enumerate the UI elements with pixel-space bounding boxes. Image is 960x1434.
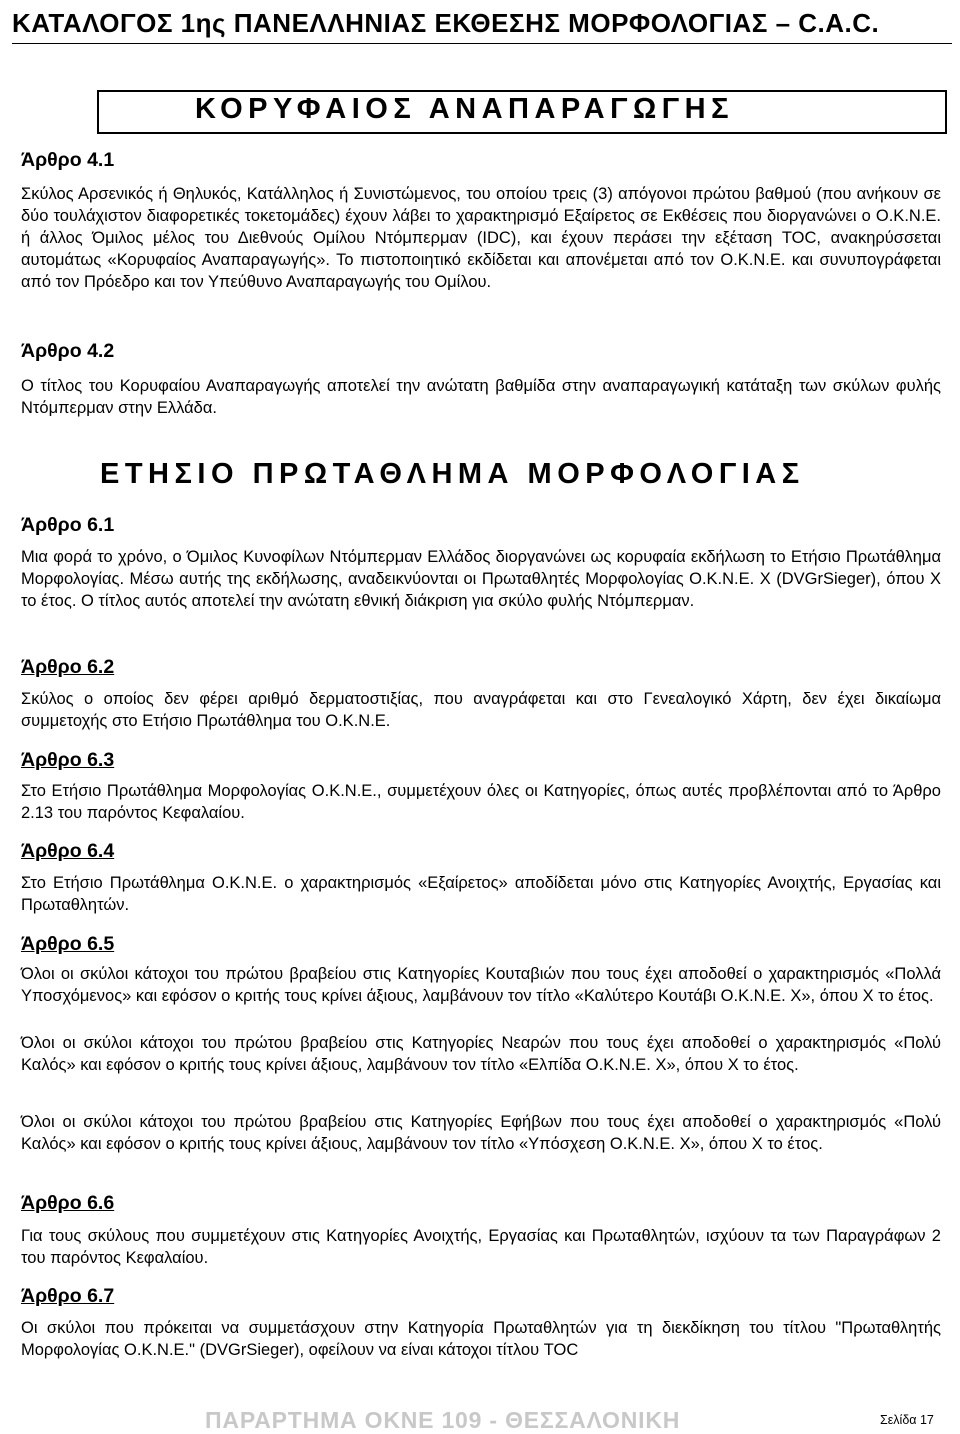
- footer-text: ΠΑΡΑΡΤΗΜΑ ΟΚΝΕ 109 - ΘΕΣΣΑΛΟΝΙΚΗ: [205, 1407, 681, 1433]
- article-4-2-label: Άρθρο 4.2: [21, 340, 115, 362]
- article-6-6-text: Για τους σκύλους που συμμετέχουν στις Κατηγορίες Ανοιχτής, Εργασίας και Πρωταθλητών, ισχύουν τα των Παραγράφων 2 του παρόντος Κεφαλαίου.: [21, 1227, 941, 1267]
- article-6-2-text: Σκύλος ο οποίος δεν φέρει αριθμό δερματοστιξίας, που αναγράφεται και στο Γενεαλογικό Χάρτη, δεν έχει δικαίωμα συμμετοχής στο Ετήσιο Πρωτάθλημα του Ο.Κ.Ν.Ε.: [21, 690, 941, 730]
- article-6-5-label: Άρθρο 6.5: [21, 933, 115, 955]
- article-6-1-label: Άρθρο 6.1: [21, 514, 115, 536]
- article-6-3-text: Στο Ετήσιο Πρωτάθλημα Μορφολογίας Ο.Κ.Ν.Ε., συμμετέχουν όλες οι Κατηγορίες, όπως αυτές προβλέπονται από το Άρθρο 2.13 του παρόντος Κεφαλαίου.: [21, 782, 941, 822]
- article-4-1-text: Σκύλος Αρσενικός ή Θηλυκός, Κατάλληλος ή Συνιστώμενος, του οποίου τρεις (3) απόγονοι πρώτου βαθμού (που ανήκουν σε δύο τουλάχιστον διαφορετικές τοκετομάδες) έχουν λάβει το χαρακτηρισμό Εξαίρετος σε Εκθέσεις που διοργανώνει ο Ο.Κ.Ν.Ε. ή άλλος Όμιλος μέλος του Διεθνούς Ομίλου Ντόμπερμαν (IDC), και έχουν περάσει την εξέταση TOC, ανακηρύσσεται αυτομάτως «Κορυφαίος Αναπαραγωγής». Το πιστοποιητικό εκδίδεται και απονέμεται από τον Ο.Κ.Ν.Ε. και συνυπογράφεται από τον Πρόεδρο και τον Υπεύθυνο Αναπαραγωγής του Ομίλου.: [21, 185, 941, 291]
- article-6-4-text: Στο Ετήσιο Πρωτάθλημα Ο.Κ.Ν.Ε. ο χαρακτηρισμός «Εξαίρετος» αποδίδεται μόνο στις Κατηγορίες Ανοιχτής, Εργασίας και Πρωταθλητών.: [21, 874, 941, 914]
- article-6-2-label: Άρθρο 6.2: [21, 656, 115, 678]
- article-6-1-text: Μια φορά το χρόνο, ο Όμιλος Κυνοφίλων Ντόμπερμαν Ελλάδος διοργανώνει ως κορυφαία εκδήλωση το Ετήσιο Πρωτάθλημα Μορφολογίας. Μέσω αυτής της εκδήλωσης, αναδεικνύονται οι Πρωταθλητές Μορφολογίας Ο.Κ.Ν.Ε. Χ (DVGrSieger), όπου Χ το έτος. Ο τίτλος αυτός αποτελεί την ανώτατη εθνική διάκριση για σκύλο φυλής Ντόμπερμαν.: [21, 548, 941, 610]
- article-6-7-text: Οι σκύλοι που πρόκειται να συμμετάσχουν στην Κατηγορία Πρωταθλητών για τη διεκδίκηση του τίτλου "Πρωταθλητής Μορφολογίας Ο.Κ.Ν.Ε." (DVGrSieger), οφείλουν να είναι κάτοχοι τίτλου TOC: [21, 1319, 941, 1359]
- article-6-4-label: Άρθρο 6.4: [21, 840, 115, 862]
- article-6-6-label: Άρθρο 6.6: [21, 1192, 115, 1214]
- document-title: ΚΑΤΑΛΟΓΟΣ 1ης ΠΑΝΕΛΛΗΝΙΑΣ ΕΚΘΕΣΗΣ ΜΟΡΦΟΛΟΓΙΑΣ – C.A.C.: [12, 8, 952, 44]
- page-number: Σελίδα 17: [880, 1413, 934, 1427]
- article-6-5-text-juniors: Όλοι οι σκύλοι κάτοχοι του πρώτου βραβείου στις Κατηγορίες Νεαρών που τους έχει αποδοθεί ο χαρακτηρισμός «Πολύ Καλός» και εφόσον ο κριτής τους κρίνει άξιους, λαμβάνουν τον τίτλο «Ελπίδα Ο.Κ.Ν.Ε. Χ», όπου Χ το έτος.: [21, 1034, 941, 1074]
- article-4-2-text: Ο τίτλος του Κορυφαίου Αναπαραγωγής αποτελεί την ανώτατη βαθμίδα στην αναπαραγωγική κατάταξη των σκύλων φυλής Ντόμπερμαν στην Ελλάδα.: [21, 377, 941, 417]
- article-6-5-text-puppies: Όλοι οι σκύλοι κάτοχοι του πρώτου βραβείου στις Κατηγορίες Κουταβιών που τους έχει αποδοθεί ο χαρακτηρισμός «Πολλά Υποσχόμενος» και εφόσον ο κριτής τους κρίνει άξιους, λαμβάνουν τον τίτλο «Καλύτερο Κουτάβι Ο.Κ.Ν.Ε. Χ», όπου Χ το έτος.: [21, 965, 941, 1005]
- article-4-1-label: Άρθρο 4.1: [21, 149, 115, 171]
- section-heading-top-breeder: ΚΟΡΥΦΑΙΟΣ ΑΝΑΠΑΡΑΓΩΓΗΣ: [195, 93, 735, 125]
- article-6-3-label: Άρθρο 6.3: [21, 749, 115, 771]
- section-heading-championship: ΕΤΗΣΙΟ ΠΡΩΤΑΘΛΗΜΑ ΜΟΡΦΟΛΟΓΙΑΣ: [100, 458, 805, 490]
- article-6-5-text-youth: Όλοι οι σκύλοι κάτοχοι του πρώτου βραβείου στις Κατηγορίες Εφήβων που τους έχει αποδοθεί ο χαρακτηρισμός «Πολύ Καλός» και εφόσον ο κριτής τους κρίνει άξιους, λαμβάνουν τον τίτλο «Υπόσχεση Ο.Κ.Ν.Ε. Χ», όπου Χ το έτος.: [21, 1113, 941, 1153]
- article-6-7-label: Άρθρο 6.7: [21, 1285, 115, 1307]
